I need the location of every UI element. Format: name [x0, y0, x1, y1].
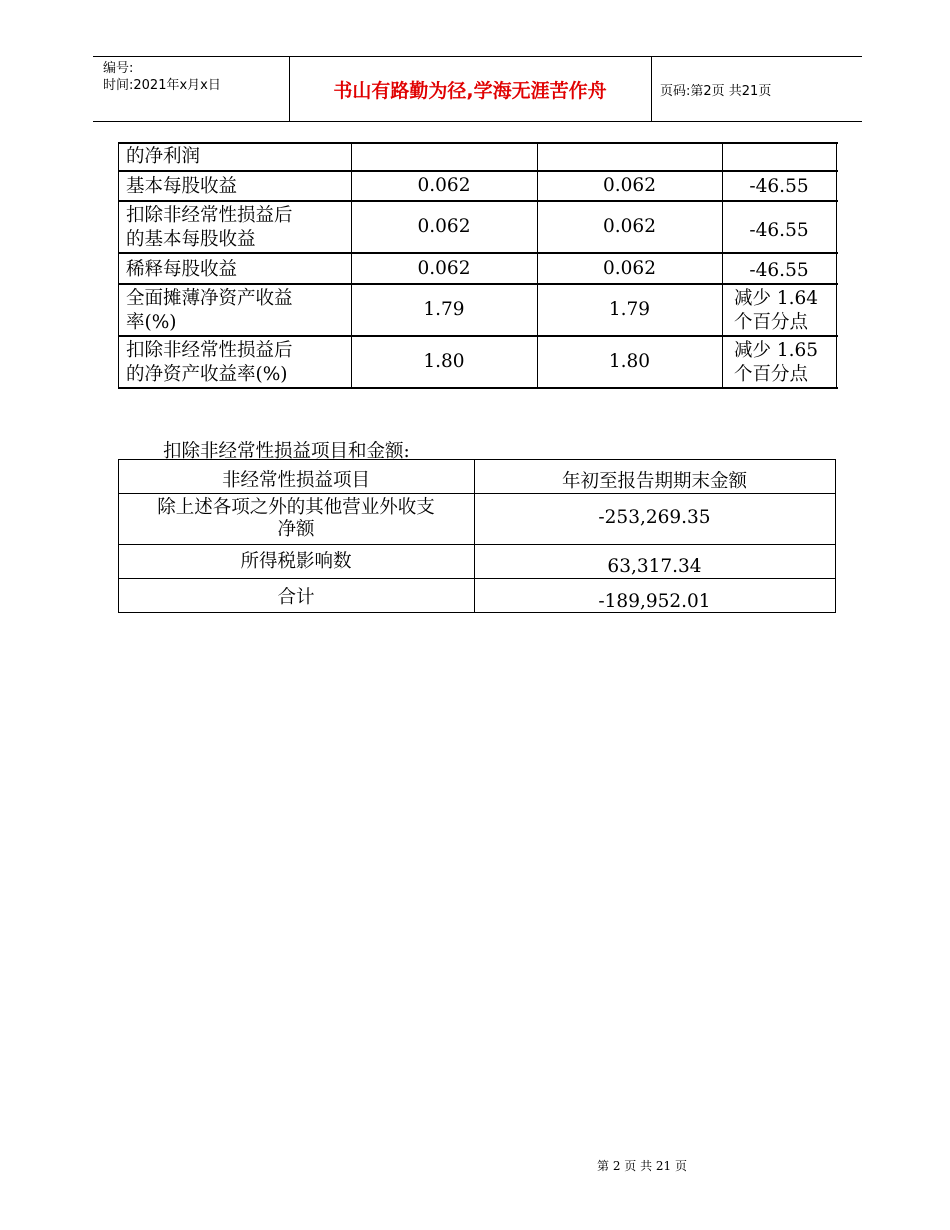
- table-row-item: 所得税影响数: [240, 551, 352, 572]
- table-rule: [118, 142, 838, 144]
- table-row-amount: 63,317.34: [607, 556, 702, 577]
- table-rule: [118, 387, 838, 389]
- table-row-label: 扣除非经常性损益后 的净资产收益率(%): [126, 340, 293, 385]
- table-cell-change: 减少 1.64 个百分点: [734, 288, 819, 333]
- page-footer: 第 2 页 共 21 页: [597, 1159, 687, 1173]
- nonrecurring-table: [118, 459, 836, 613]
- table-rule: [118, 578, 836, 579]
- table-row-amount: -253,269.35: [598, 507, 711, 528]
- table-cell-current: 0.062: [417, 216, 471, 237]
- table-rule: [118, 493, 836, 494]
- table-row-label: 基本每股收益: [126, 176, 238, 197]
- table-col-rule: [835, 459, 836, 613]
- column-header: 年初至报告期期末金额: [561, 471, 747, 492]
- table-row-label: 稀释每股收益: [126, 259, 238, 280]
- table-row-item: 合计: [277, 587, 315, 608]
- table-cell-change: 减少 1.65 个百分点: [734, 340, 819, 385]
- header-motto: 书山有路勤为径,学海无涯苦作舟: [333, 79, 607, 102]
- table-row-amount: -189,952.01: [598, 591, 711, 612]
- table-cell-current: 1.79: [423, 299, 465, 320]
- table-row-label: 扣除非经常性损益后 的基本每股收益: [126, 205, 293, 250]
- time-label: 时间:2021年x月x日: [103, 78, 221, 93]
- table-row-label: 的净利润: [126, 146, 201, 167]
- table-rule: [118, 459, 836, 460]
- section-title: 扣除非经常性损益项目和金额:: [163, 441, 410, 462]
- table-rule: [118, 544, 836, 545]
- table-cell-prior: 0.062: [603, 257, 656, 279]
- table-cell-prior: 1.79: [608, 299, 651, 320]
- table-cell-prior: 1.80: [608, 351, 651, 372]
- table-cell-prior: 0.062: [603, 216, 656, 237]
- header-meta: [103, 60, 221, 94]
- header-divider: [651, 56, 652, 122]
- indicator-table: [118, 142, 838, 389]
- table-cell-current: 1.80: [423, 351, 465, 372]
- header-page-info: 页码:第2页 共21页: [660, 84, 772, 99]
- table-col-rule: [836, 142, 837, 389]
- table-cell-change: -46.55: [749, 176, 809, 197]
- table-cell-current: 0.062: [417, 257, 471, 279]
- table-cell-current: 0.062: [417, 175, 471, 196]
- column-header: 非经常性损益项目: [221, 470, 370, 491]
- table-cell-change: -46.55: [749, 259, 809, 281]
- table-row-item: 除上述各项之外的其他营业外收支 净额: [157, 497, 435, 540]
- table-cell-change: -46.55: [749, 220, 809, 241]
- number-label: 编号:: [103, 61, 134, 76]
- table-cell-prior: 0.062: [603, 175, 656, 196]
- table-row-label: 全面摊薄净资产收益 率(%): [126, 288, 293, 333]
